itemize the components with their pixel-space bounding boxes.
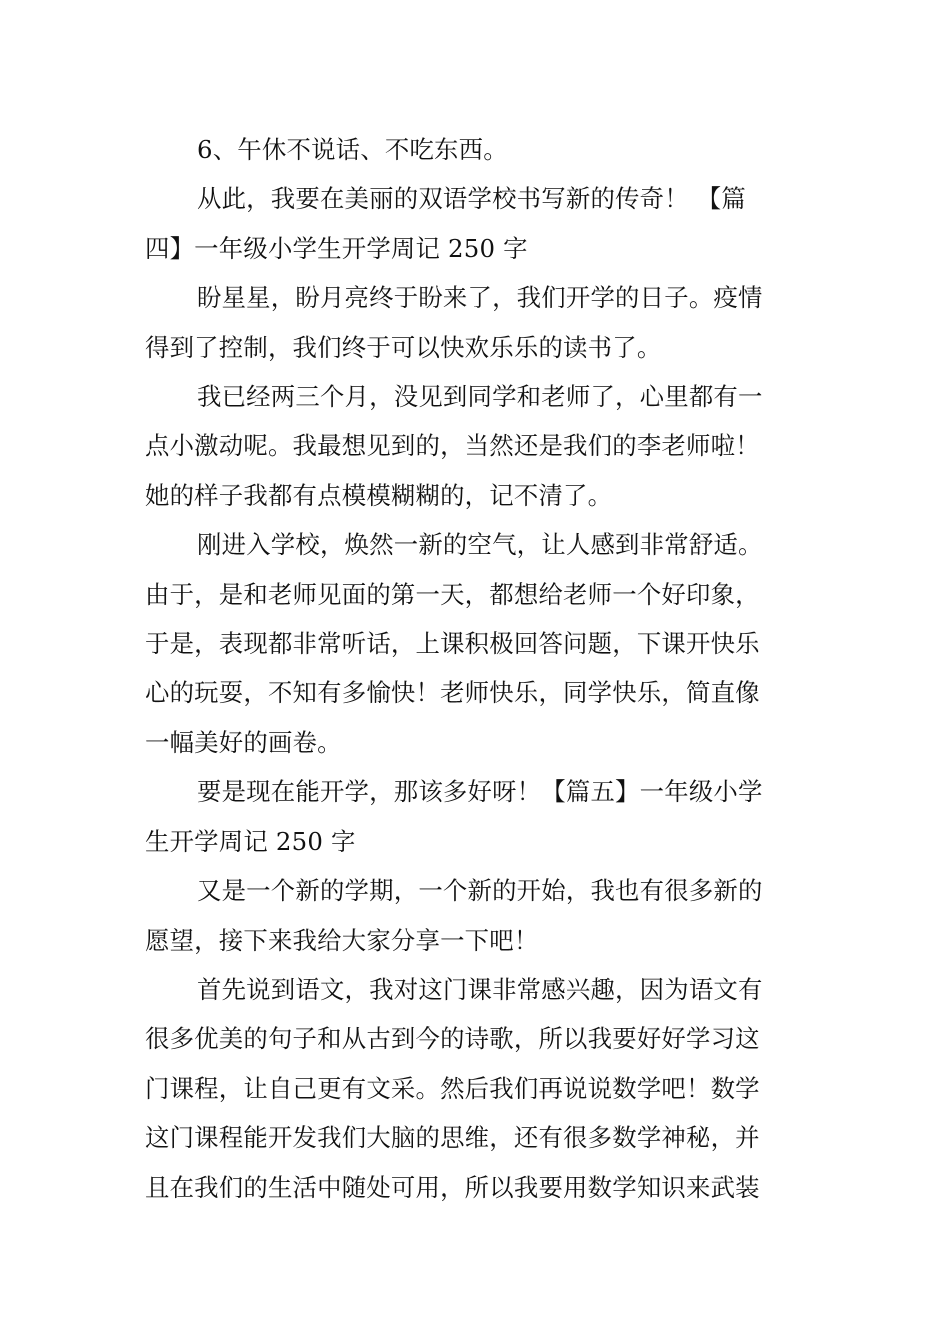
text-line: 我已经两三个月，没见到同学和老师了，心里都有一 (197, 382, 763, 412)
text-line: 刚进入学校，焕然一新的空气，让人感到非常舒适。 (197, 530, 763, 560)
text-line: 于是，表现都非常听话，上课积极回答问题，下课开快乐 (145, 629, 760, 659)
text-line: 心的玩耍，不知有多愉快！老师快乐，同学快乐，简直像 (145, 678, 760, 708)
text-line: 6、午休不说话、不吃东西。 (197, 135, 508, 164)
text-line: 要是现在能开学，那该多好呀！【篇五】一年级小学 (197, 777, 763, 807)
text-line: 一幅美好的画卷。 (145, 727, 342, 757)
text-line: 生开学周记 250 字 (145, 826, 356, 856)
text-line: 四】一年级小学生开学周记 250 字 (145, 233, 528, 263)
text-line: 门课程，让自己更有文采。然后我们再说说数学吧！数学 (145, 1073, 760, 1103)
text-line: 她的样子我都有点模模糊糊的，记不清了。 (145, 480, 613, 510)
text-line: 这门课程能开发我们大脑的思维，还有很多数学神秘，并 (145, 1123, 760, 1153)
text-line: 点小激动呢。我最想见到的，当然还是我们的李老师啦！ (145, 431, 760, 461)
document-body (145, 125, 807, 1212)
text-line: 从此，我要在美丽的双语学校书写新的传奇！ 【篇 (197, 184, 746, 214)
text-line: 又是一个新的学期，一个新的开始，我也有很多新的 (197, 876, 763, 906)
text-line: 盼星星，盼月亮终于盼来了，我们开学的日子。疫情 (197, 283, 763, 313)
text-line: 得到了控制，我们终于可以快欢乐乐的读书了。 (145, 332, 662, 362)
text-line: 愿望，接下来我给大家分享一下吧！ (145, 925, 539, 955)
text-line: 且在我们的生活中随处可用，所以我要用数学知识来武装 (145, 1172, 760, 1202)
text-line: 首先说到语文，我对这门课非常感兴趣，因为语文有 (197, 974, 763, 1004)
text-line: 很多优美的句子和从古到今的诗歌，所以我要好好学习这 (145, 1024, 760, 1054)
text-line: 由于，是和老师见面的第一天，都想给老师一个好印象， (145, 579, 760, 609)
